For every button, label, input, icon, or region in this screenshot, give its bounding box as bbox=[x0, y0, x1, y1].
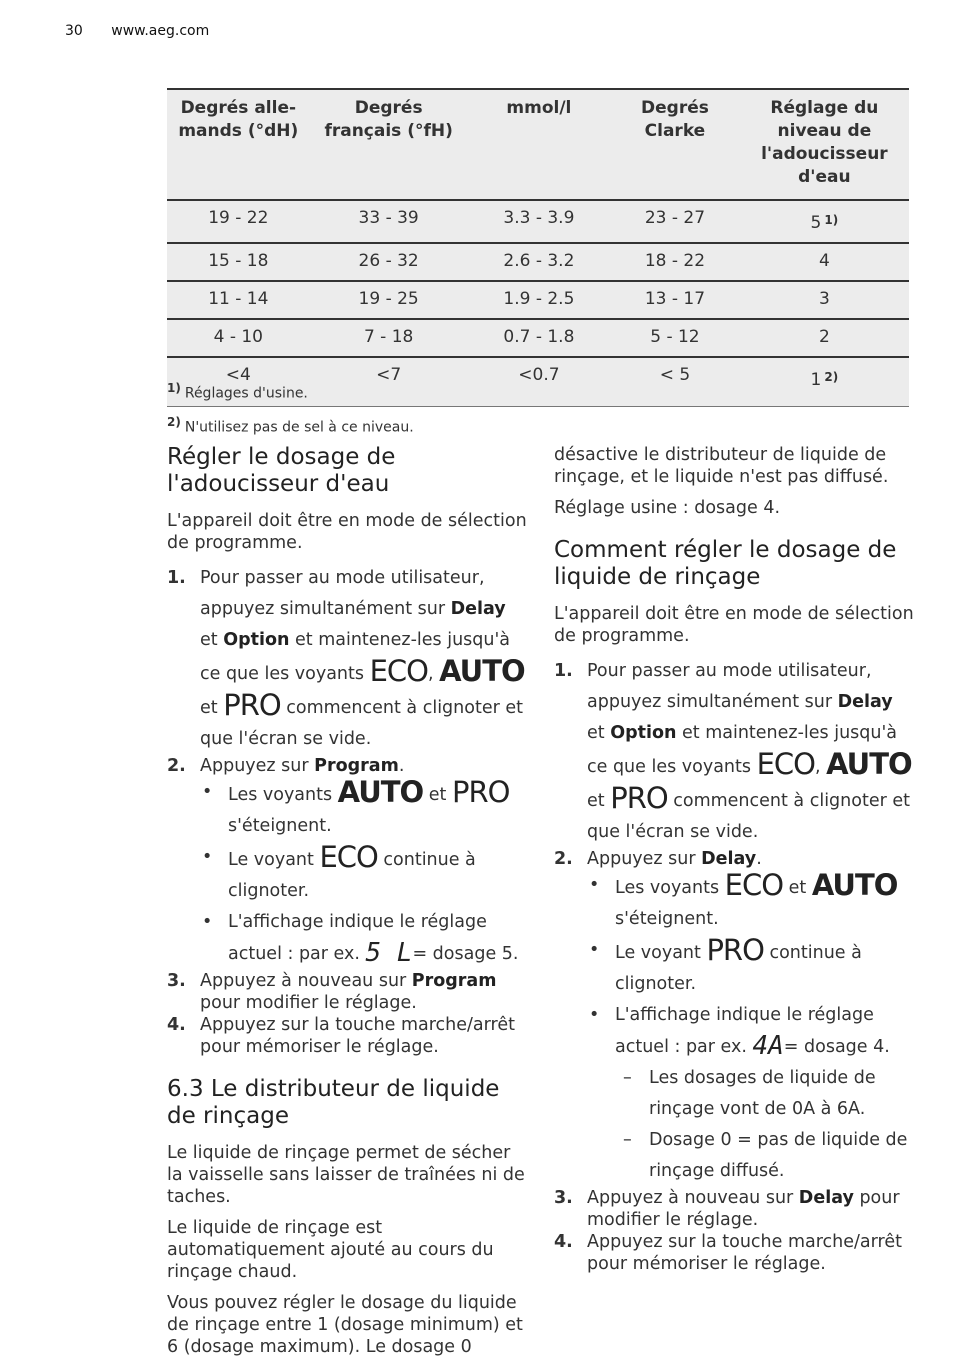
table-row bbox=[167, 319, 909, 357]
table-row bbox=[167, 281, 909, 319]
auto-indicator-icon: AUTO bbox=[811, 868, 898, 902]
footnote-text: Réglages d'usine. bbox=[184, 385, 308, 402]
list-item bbox=[167, 563, 527, 755]
paragraph: désactive le distributeur de liquide de rinçage, et le liquide n'est pas diffusé. bbox=[554, 445, 889, 487]
page-header bbox=[65, 23, 209, 39]
step-text: et bbox=[200, 630, 224, 650]
step-text: , bbox=[427, 664, 440, 684]
table-cell: 1.9 - 2.5 bbox=[468, 281, 610, 319]
step-number: 2. bbox=[554, 849, 573, 869]
table-cell: 26 - 32 bbox=[310, 243, 468, 281]
table-footnotes bbox=[167, 374, 414, 441]
list-item bbox=[587, 870, 914, 935]
auto-indicator-icon: AUTO bbox=[337, 775, 424, 809]
list-item: – Les dosages de liquide de rinçage vont de 0A à 6A. bbox=[615, 1063, 914, 1125]
eco-indicator-icon: ECO bbox=[756, 747, 815, 781]
pro-indicator-icon: PRO bbox=[610, 781, 668, 815]
auto-indicator-icon: AUTO bbox=[826, 747, 912, 781]
step-text: et bbox=[200, 698, 224, 718]
table-cell: 0.7 - 1.8 bbox=[468, 319, 610, 357]
steps-list bbox=[554, 656, 914, 1275]
program-button-label: Program bbox=[411, 971, 497, 991]
auto-indicator-icon: AUTO bbox=[439, 654, 525, 688]
column-header: Degrés français (°fH) bbox=[310, 89, 468, 200]
table-cell: 19 - 22 bbox=[167, 200, 310, 243]
table-cell: 4 bbox=[740, 243, 909, 281]
step-text: commencent à clignoter et que l'écran se vide. bbox=[200, 698, 523, 749]
table-cell: <7 bbox=[310, 357, 468, 407]
paragraph: Le liquide de rinçage est automatiquement ajouté au cours du rinçage chaud. bbox=[167, 1218, 494, 1282]
sub-list bbox=[587, 870, 914, 1187]
table-row bbox=[167, 200, 909, 243]
step-number: 2. bbox=[167, 756, 186, 776]
list-item bbox=[554, 848, 914, 1187]
step-text: Appuyez sur bbox=[200, 756, 315, 776]
paragraph: Vous pouvez régler le dosage du liquide de rinçage entre 1 (dosage minimum) et 6 (dosage maximum). Le dosage 0 bbox=[167, 1293, 523, 1357]
page-number: 30 bbox=[65, 23, 83, 39]
display-code: 4A bbox=[752, 1031, 784, 1061]
bullet-text: = dosage 5. bbox=[412, 944, 519, 964]
step-text: pour modifier le réglage. bbox=[587, 1188, 900, 1230]
paragraph: L'appareil doit être en mode de sélection de programme. bbox=[554, 604, 914, 646]
paragraph: L'appareil doit être en mode de sélection de programme. bbox=[167, 511, 527, 553]
footnote-marker: 2) bbox=[167, 414, 181, 429]
delay-button-label: Delay bbox=[701, 849, 757, 869]
bullet-text: s'éteignent. bbox=[615, 909, 719, 929]
table-cell: 11 - 14 bbox=[167, 281, 310, 319]
delay-button-label: Delay bbox=[837, 692, 893, 712]
step-text: Appuyez sur la touche marche/arrêt pour mémoriser le réglage. bbox=[200, 1015, 515, 1057]
option-button-label: Option bbox=[223, 630, 290, 650]
list-item: – Dosage 0 = pas de liquide de rinçage diffusé. bbox=[615, 1125, 914, 1187]
eco-indicator-icon: ECO bbox=[369, 654, 428, 688]
bullet-text: Les voyants bbox=[615, 878, 725, 898]
table-cell: 7 - 18 bbox=[310, 319, 468, 357]
list-item bbox=[200, 842, 527, 907]
table-cell: 5 - 12 bbox=[610, 319, 740, 357]
table-cell: < 5 bbox=[610, 357, 740, 407]
bullet-text: Les voyants bbox=[228, 785, 338, 805]
table-cell: 3.3 - 3.9 bbox=[468, 200, 610, 243]
step-text: et bbox=[587, 791, 611, 811]
column-header: mmol/l bbox=[468, 89, 610, 200]
step-text: et maintenez-les jusqu'à ce que les voyants bbox=[200, 630, 511, 684]
table-cell: 33 - 39 bbox=[310, 200, 468, 243]
step-text: . bbox=[756, 849, 762, 869]
step-text: et maintenez-les jusqu'à ce que les voyants bbox=[587, 723, 898, 777]
table-cell: 2.6 - 3.2 bbox=[468, 243, 610, 281]
footnote-text: N'utilisez pas de sel à ce niveau. bbox=[184, 419, 414, 436]
bullet-text: L'affichage indique le réglage actuel : par ex. bbox=[228, 912, 487, 964]
list-item bbox=[554, 1187, 914, 1231]
table-row bbox=[167, 243, 909, 281]
eco-indicator-icon: ECO bbox=[724, 868, 784, 902]
list-item bbox=[587, 935, 914, 1000]
table-cell: 13 - 17 bbox=[610, 281, 740, 319]
level-value: 5 bbox=[810, 213, 822, 233]
section-heading-rinse-dosage: Comment régler le dosage de liquide de rinçage bbox=[554, 537, 897, 590]
program-button-label: Program bbox=[314, 756, 399, 776]
pro-indicator-icon: PRO bbox=[706, 933, 764, 967]
table-header-row bbox=[167, 89, 909, 200]
column-header: Degrés Clarke bbox=[610, 89, 740, 200]
list-item bbox=[200, 907, 527, 970]
table-cell: <0.7 bbox=[468, 357, 610, 407]
table-cell: 4 - 10 bbox=[167, 319, 310, 357]
table-cell: 3 bbox=[740, 281, 909, 319]
section-heading-rinse-aid: 6.3 Le distributeur de liquide de rinçage bbox=[167, 1076, 500, 1129]
section-heading-softener: Régler le dosage de l'adoucisseur d'eau bbox=[167, 444, 396, 497]
footnote-marker: 1) bbox=[167, 381, 181, 395]
footnote-ref: 2) bbox=[824, 370, 839, 384]
step-text: Pour passer au mode utilisateur, appuyez simultanément sur bbox=[587, 661, 872, 712]
delay-button-label: Delay bbox=[798, 1188, 854, 1208]
bullet-text: s'éteignent. bbox=[228, 816, 332, 836]
bullet-text: Le voyant bbox=[615, 943, 707, 963]
table-cell-level bbox=[740, 200, 909, 243]
footnote bbox=[167, 374, 414, 408]
dash-list bbox=[615, 1063, 914, 1187]
step-number: 1. bbox=[554, 661, 573, 681]
step-number: 3. bbox=[554, 1188, 573, 1208]
list-item bbox=[200, 777, 527, 842]
column-header: Réglage du niveau de l'adoucisseur d'eau bbox=[740, 89, 909, 200]
steps-list bbox=[167, 563, 527, 1058]
step-text: Pour passer au mode utilisateur, appuyez simultanément sur bbox=[200, 568, 485, 619]
bullet-text: continue à clignoter. bbox=[615, 943, 862, 994]
step-text: . bbox=[398, 756, 405, 776]
bullet-text: et bbox=[423, 785, 452, 805]
list-item bbox=[554, 656, 914, 848]
sub-list bbox=[200, 777, 527, 970]
list-item bbox=[587, 1000, 914, 1187]
step-number: 4. bbox=[167, 1015, 186, 1035]
step-text: Appuyez sur bbox=[587, 849, 702, 869]
bullet-text: = dosage 4. bbox=[783, 1037, 890, 1057]
delay-button-label: Delay bbox=[450, 599, 506, 619]
step-text: Appuyez à nouveau sur bbox=[587, 1188, 799, 1208]
list-item bbox=[554, 1231, 914, 1275]
paragraph: Le liquide de rinçage permet de sécher la vaisselle sans laisser de traînées ni de taches. bbox=[167, 1143, 525, 1207]
table-cell: 23 - 27 bbox=[610, 200, 740, 243]
right-column bbox=[554, 444, 914, 1285]
table-cell: 15 - 18 bbox=[167, 243, 310, 281]
list-item bbox=[167, 755, 527, 970]
level-value: 1 bbox=[810, 370, 822, 390]
bullet-text: continue à clignoter. bbox=[228, 850, 476, 901]
bullet-text: Le voyant bbox=[228, 850, 320, 870]
table-cell: <4 bbox=[167, 357, 310, 407]
table-cell: 2 bbox=[740, 319, 909, 357]
list-item bbox=[167, 1014, 527, 1058]
step-number: 4. bbox=[554, 1232, 573, 1252]
step-text: Appuyez sur la touche marche/arrêt pour mémoriser le réglage. bbox=[587, 1232, 902, 1274]
paragraph: Réglage usine : dosage 4. bbox=[554, 498, 781, 518]
step-text: commencent à clignoter et que l'écran se vide. bbox=[587, 791, 910, 842]
water-hardness-table bbox=[167, 88, 909, 407]
pro-indicator-icon: PRO bbox=[451, 775, 510, 809]
step-text: et bbox=[587, 723, 611, 743]
footnote-ref: 1) bbox=[824, 213, 839, 227]
eco-indicator-icon: ECO bbox=[319, 840, 378, 874]
footnote bbox=[167, 408, 414, 442]
option-button-label: Option bbox=[610, 723, 677, 743]
bullet-text: L'affichage indique le réglage actuel : par ex. bbox=[615, 1005, 874, 1057]
table-cell: 18 - 22 bbox=[610, 243, 740, 281]
bullet-text: et bbox=[783, 878, 812, 898]
step-text: pour modifier le réglage. bbox=[200, 993, 417, 1013]
website-link[interactable]: www.aeg.com bbox=[111, 23, 210, 39]
table-cell: 19 - 25 bbox=[310, 281, 468, 319]
pro-indicator-icon: PRO bbox=[223, 688, 281, 722]
step-number: 1. bbox=[167, 568, 186, 588]
step-text: , bbox=[814, 757, 827, 777]
display-code: 5 L bbox=[365, 938, 413, 968]
list-item bbox=[167, 970, 527, 1014]
table-cell-level bbox=[740, 357, 909, 407]
step-text: Appuyez à nouveau sur bbox=[200, 971, 412, 991]
left-column bbox=[167, 444, 527, 1367]
step-number: 3. bbox=[167, 971, 186, 991]
column-header: Degrés alle- mands (°dH) bbox=[167, 89, 310, 200]
